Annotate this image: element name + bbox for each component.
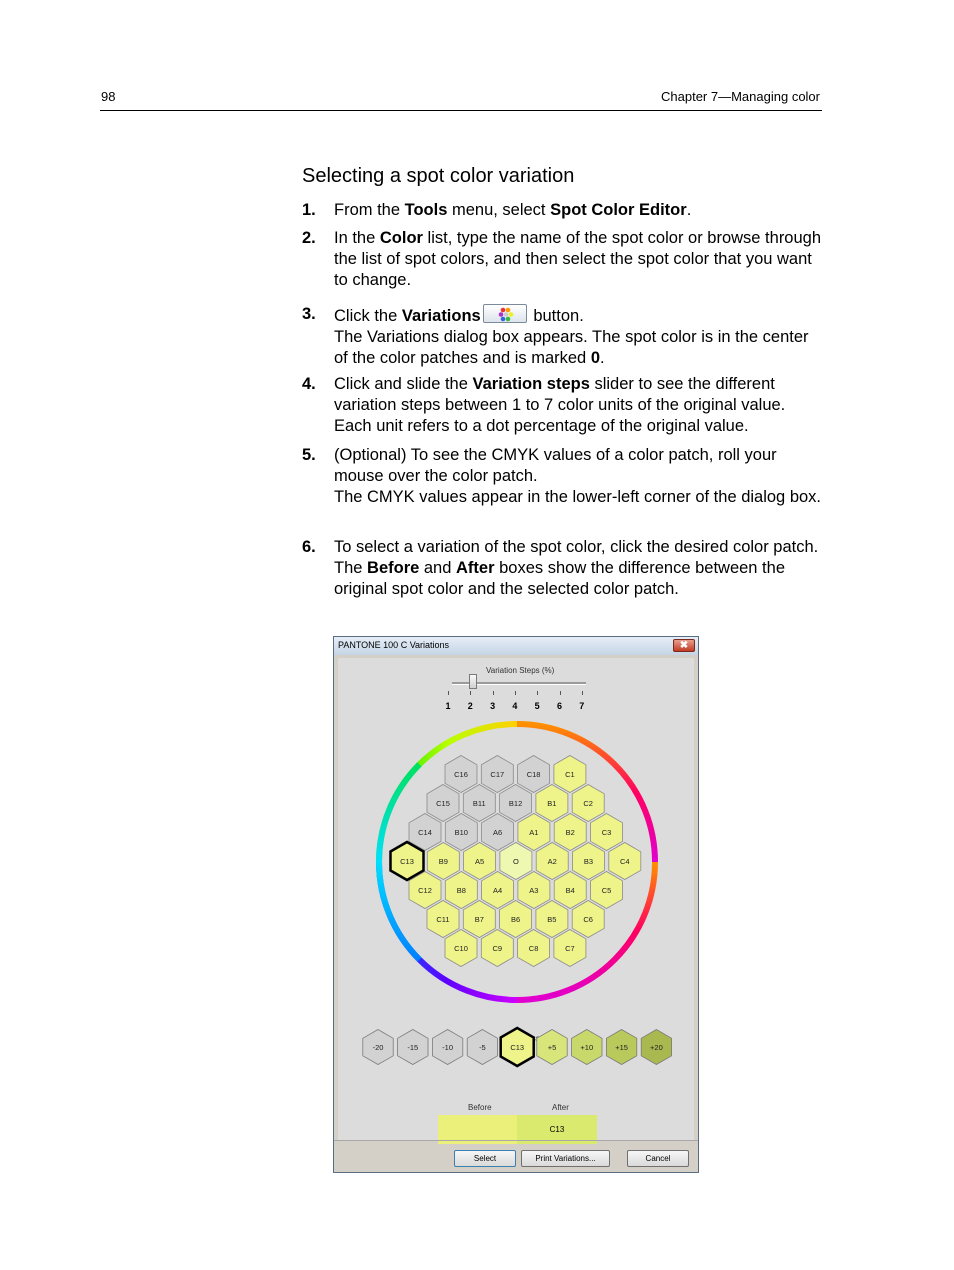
patch-label: C17 [490,770,505,779]
color-patch[interactable] [554,930,586,967]
variations-button-icon [483,304,527,323]
patch-label: B8 [456,886,466,895]
color-patch[interactable] [591,814,623,851]
patch-label: C16 [454,770,468,779]
variation-steps-label: Variation Steps (%) [486,666,555,675]
step-1 [302,200,822,221]
color-patch[interactable] [391,842,424,880]
color-patch[interactable] [445,814,477,851]
patch-label: C12 [418,886,432,895]
patch-label: B5 [547,915,557,924]
slider-tick-label: 3 [490,701,496,711]
patch-label: -10 [442,1043,454,1052]
patch-label: B6 [511,915,521,924]
brightness-patch[interactable] [432,1030,462,1065]
color-patch[interactable] [500,843,532,880]
before-label: Before [468,1103,492,1112]
patch-label: B11 [472,799,486,808]
color-patch[interactable] [445,872,477,909]
step-text: In the Color list, type the name of the spot color or browse through the list of spot colors, and then select the spot color that you want to change. [334,229,822,289]
dialog-titlebar[interactable] [334,637,698,655]
color-patch[interactable] [427,785,459,822]
patch-label: +5 [547,1043,557,1052]
color-patch[interactable] [572,785,604,822]
step-text: Click and slide the Variation steps slider to see the different variation steps between 1 to 7 color units of the original value. Each unit refers to a dot percentage of the original value. [334,375,786,435]
slider-tick-label: 6 [556,701,562,711]
patch-label: C13 [400,857,414,866]
color-patch[interactable] [518,872,550,909]
brightness-patch[interactable] [501,1028,534,1066]
slider-tick-label: 4 [512,701,518,711]
after-swatch: C13 [517,1115,597,1144]
slider-tick-label: 5 [534,701,540,711]
chapter-header: Chapter 7—Managing color [661,89,820,104]
step-3 [302,304,822,369]
color-patch[interactable] [518,930,550,967]
patch-label: C11 [436,915,450,924]
patch-label: +15 [615,1043,628,1052]
color-patch[interactable] [463,901,495,938]
color-patch[interactable] [536,785,568,822]
brightness-patch[interactable] [572,1030,602,1065]
step-text: Click the Variations button. The Variations dialog box appears. The spot color is in the center of the color patches and is marked 0. [334,304,822,369]
color-patch[interactable] [518,756,550,793]
patch-label: B2 [565,828,575,837]
bold-term: Variations [401,307,481,325]
brightness-patch[interactable] [363,1030,393,1065]
close-button[interactable]: ✖ [673,639,695,652]
slider-tick-label: 7 [579,701,585,711]
color-patch[interactable] [481,930,513,967]
bold-term: After [456,559,495,577]
brightness-patch[interactable] [606,1030,636,1065]
select-button[interactable]: Select [454,1150,516,1167]
variations-dialog [333,636,699,1173]
patch-label: +20 [650,1043,663,1052]
color-patch[interactable] [445,756,477,793]
bold-term: Variation steps [472,375,590,393]
step-text: (Optional) To see the CMYK values of a color patch, roll your mouse over the color patch. The CMYK values appear in the lower-left corner of the dialog box. [334,446,822,506]
patch-label: C6 [583,915,593,924]
color-patch[interactable] [591,872,623,909]
patch-label: C10 [454,944,468,953]
color-patch[interactable] [427,843,459,880]
slider-tick-label: 2 [467,701,473,711]
patch-label: C9 [492,944,503,953]
after-label: After [552,1103,569,1112]
color-patch[interactable] [536,843,568,880]
step-6 [302,537,822,600]
patch-label: C18 [526,770,541,779]
brightness-patch[interactable] [398,1030,428,1065]
cancel-button[interactable]: Cancel [627,1150,689,1167]
step-number: 5. [302,446,316,464]
patch-label: A5 [475,857,485,866]
step-number: 4. [302,375,316,393]
patch-label: -15 [407,1043,419,1052]
patch-label: C13 [510,1043,525,1052]
step-number: 3. [302,305,316,323]
dialog-body [338,658,694,1140]
header-rule [100,110,822,111]
patch-label: B1 [547,799,557,808]
color-patch[interactable] [572,901,604,938]
patch-label: -20 [372,1043,384,1052]
color-patch[interactable] [482,814,514,851]
bold-term: Before [367,559,420,577]
dialog-title: PANTONE 100 C Variations [338,640,450,650]
patch-label: C1 [565,770,575,779]
patch-label: B12 [508,799,523,808]
patch-label: B9 [438,857,448,866]
color-patch[interactable] [482,872,514,909]
patch-label: A2 [547,857,557,866]
patch-label: B7 [474,915,484,924]
step-4 [302,374,822,437]
color-patch[interactable] [500,785,532,822]
color-patch[interactable] [518,814,550,851]
patch-label: A6 [493,828,503,837]
patch-label: +10 [580,1043,594,1052]
color-patch-wheel [338,658,694,1030]
color-patch[interactable] [554,756,586,793]
bold-term: Spot Color Editor [550,201,687,219]
brightness-patch[interactable] [537,1030,567,1065]
brightness-patch[interactable] [467,1030,497,1065]
color-patch[interactable] [554,872,586,909]
patch-label: C3 [601,828,612,837]
patch-label: C8 [528,944,539,953]
bold-term: 0 [590,349,600,367]
step-number: 1. [302,201,316,219]
bold-term: Tools [404,201,448,219]
step-text: From the Tools menu, select Spot Color Editor. [334,201,692,219]
print-variations-button[interactable]: Print Variations... [521,1150,610,1167]
color-patch[interactable] [573,843,605,880]
footer-divider [334,1140,698,1141]
color-patch[interactable] [463,785,495,822]
color-patch[interactable] [554,814,586,851]
color-patch[interactable] [445,930,477,967]
patch-label: C14 [418,828,432,837]
step-number: 6. [302,538,316,556]
step-5 [302,445,822,508]
patch-label: C4 [620,857,630,866]
patch-label: B3 [583,857,594,866]
step-text: To select a variation of the spot color, click the desired color patch. The Before and After boxes show the difference between the original spot color and the selected color patch. [334,538,819,598]
patch-label: C7 [565,944,575,953]
patch-label: B10 [454,828,468,837]
patch-label: B4 [565,886,575,895]
color-patch[interactable] [464,843,496,880]
color-patch[interactable] [427,901,459,938]
patch-label: A4 [493,886,503,895]
color-patch[interactable] [536,901,568,938]
patch-label: A1 [529,828,539,837]
patch-label: C15 [436,799,450,808]
patch-label: A3 [529,886,539,895]
color-patch[interactable] [481,756,513,793]
step-number: 2. [302,229,316,247]
color-patch[interactable] [500,901,532,938]
section-title: Selecting a spot color variation [302,165,575,187]
color-patches [391,756,641,967]
step-2 [302,228,822,291]
brightness-patch[interactable] [641,1030,671,1065]
color-patch[interactable] [609,843,641,880]
slider-tick-label: 1 [445,701,451,711]
patch-label: C5 [601,886,612,895]
patch-label: -5 [479,1043,486,1052]
bold-term: Color [379,229,423,247]
patch-label: O [512,857,519,866]
page-number: 98 [101,89,116,104]
patch-label: C2 [583,799,593,808]
